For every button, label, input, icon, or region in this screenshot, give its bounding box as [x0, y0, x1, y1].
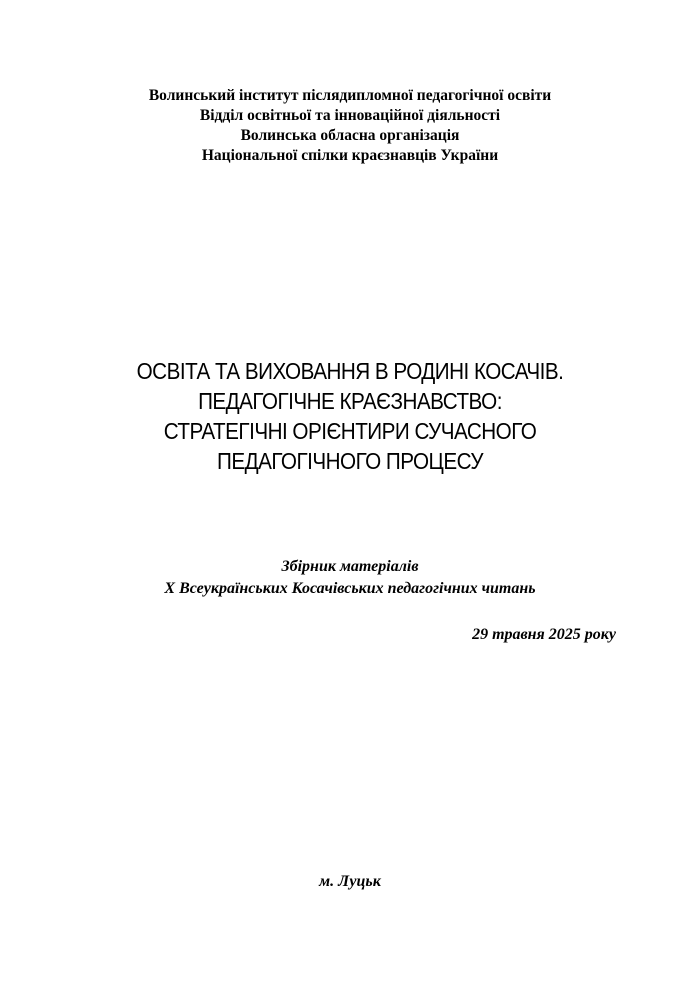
title-line: СТРАТЕГІЧНІ ОРІЄНТИРИ СУЧАСНОГО: [163, 418, 537, 444]
collection-subtitle: [0, 556, 700, 600]
title-line: ОСВІТА ТА ВИХОВАННЯ В РОДИНІ КОСАЧІВ.: [136, 358, 564, 384]
event-date: 29 травня 2025 року: [472, 626, 616, 643]
institution-line: Волинська обласна організація: [240, 127, 460, 144]
document-title: [42, 356, 658, 476]
institutions-header: [0, 86, 700, 166]
publication-city: м. Луцьк: [319, 873, 381, 890]
institution-line: Національної спілки краєзнавців України: [201, 147, 499, 164]
institution-line: Волинський інститут післядипломної педагогічної освіти: [148, 87, 552, 104]
title-line: ПЕДАГОГІЧНЕ КРАЄЗНАВСТВО:: [198, 388, 502, 414]
subtitle-line: Збірник матеріалів: [281, 558, 419, 575]
title-line: ПЕДАГОГІЧНОГО ПРОЦЕСУ: [217, 448, 483, 474]
subtitle-line: X Всеукраїнських Косачівських педагогічних читань: [164, 580, 536, 597]
institution-line: Відділ освітньої та інноваційної діяльності: [199, 107, 501, 124]
